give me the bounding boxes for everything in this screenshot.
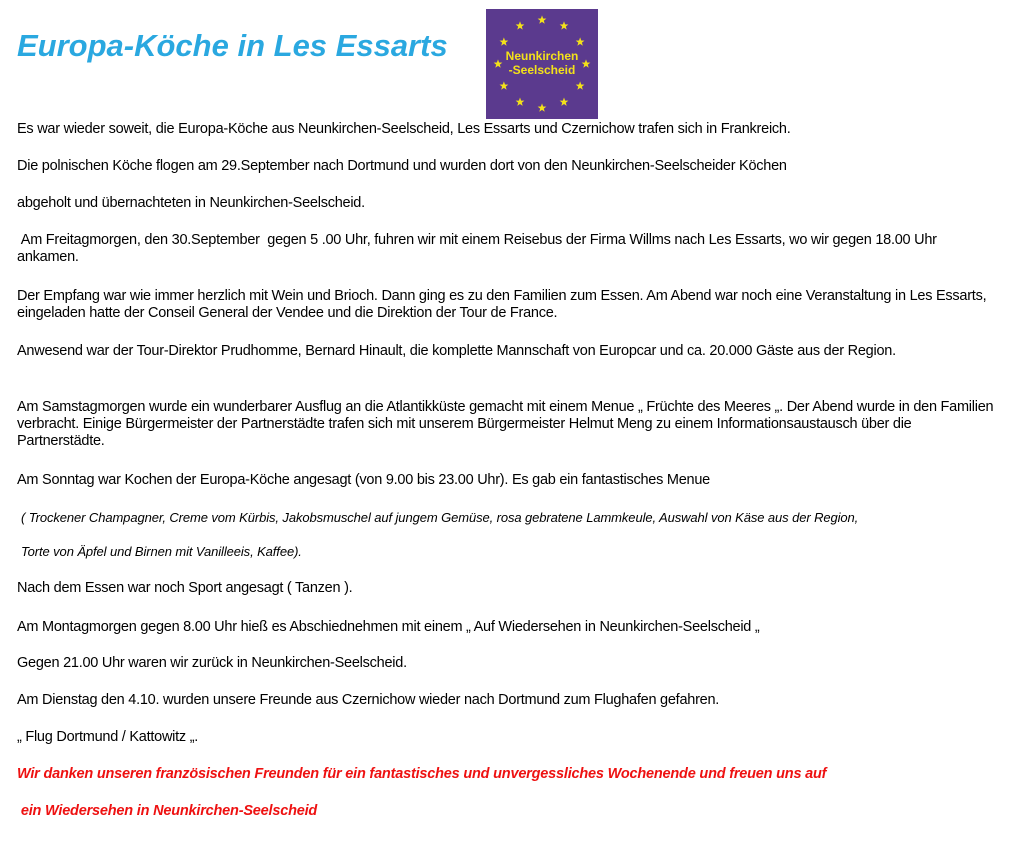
star-icon — [538, 103, 547, 111]
paragraph-8: Am Sonntag war Kochen der Europa-Köche angesagt (von 9.00 bis 23.00 Uhr). Es gab ein fantastisches Menue — [17, 472, 710, 488]
paragraph-3: abgeholt und übernachteten in Neunkirchen-Seelscheid. — [17, 195, 365, 211]
paragraph-12: Am Dienstag den 4.10. wurden unsere Freunde aus Czernichow wieder nach Dortmund zum Flughafen gefahren. — [17, 692, 720, 708]
star-icon — [500, 81, 509, 89]
paragraph-1: Es war wieder soweit, die Europa-Köche aus Neunkirchen-Seelscheid, Les Essarts und Czernichow trafen sich in Frankreich. — [17, 121, 791, 137]
closing-line-2: ein Wiedersehen in Neunkirchen-Seelscheid — [17, 803, 318, 819]
star-icon — [516, 98, 525, 106]
star-icon — [576, 81, 585, 89]
paragraph-6: Anwesend war der Tour-Direktor Prudhomme, Bernard Hinault, die komplette Mannschaft von Europcar und ca. 20.000 Gäste aus der Region. — [17, 343, 896, 359]
neunkirchen-seelscheid-logo — [486, 9, 598, 119]
paragraph-11: Gegen 21.00 Uhr waren wir zurück in Neunkirchen-Seelscheid. — [17, 655, 407, 671]
paragraph-9: Nach dem Essen war noch Sport angesagt ( Tanzen ). — [17, 580, 353, 596]
paragraph-13: „ Flug Dortmund / Kattowitz „. — [17, 729, 199, 745]
menu-line-2: Torte von Äpfel und Birnen mit Vanilleeis, Kaffee). — [21, 544, 302, 559]
paragraph-7: Am Samstagmorgen wurde ein wunderbarer Ausflug an die Atlantikküste gemacht mit einem Menue „ Früchte des Meeres „. Der Abend wurde in den Familien verbracht. Einige Bürgermeister der Partnerstädte trafen sich mit unserem Bürgermeister Helmut Meng zu einem Informationsaustausch über die Partnerstädte. — [17, 399, 994, 449]
star-icon — [560, 98, 569, 106]
star-icon — [538, 15, 547, 23]
paragraph-5: Der Empfang war wie immer herzlich mit Wein und Brioch. Dann ging es zu den Familien zum Essen. Am Abend war noch eine Veranstaltung in Les Essarts, eingeladen hatte der Conseil General der Vendee und die Direktion der Tour de France. — [17, 288, 987, 321]
logo-line-1: Neunkirchen — [505, 49, 579, 63]
logo-text — [486, 49, 598, 77]
closing-line-1: Wir danken unseren französischen Freunden für ein fantastisches und unvergessliches Wochenende und freuen uns auf — [17, 766, 827, 782]
logo-line-2: -Seelscheid — [508, 63, 576, 77]
menu-line-1: ( Trockener Champagner, Creme vom Kürbis, Jakobsmuschel auf jungem Gemüse, rosa gebratene Lammkeule, Auswahl von Käse aus der Region, — [21, 510, 859, 525]
star-icon — [500, 37, 509, 45]
page-title: Europa-Köche in Les Essarts — [17, 28, 448, 63]
star-icon — [516, 21, 525, 29]
star-icon — [576, 37, 585, 45]
paragraph-2: Die polnischen Köche flogen am 29.September nach Dortmund und wurden dort von den Neunkirchen-Seelscheider Köchen — [17, 158, 787, 174]
paragraph-10: Am Montagmorgen gegen 8.00 Uhr hieß es Abschiednehmen mit einem „ Auf Wiedersehen in Neunkirchen-Seelscheid „ — [17, 619, 760, 635]
star-icon — [560, 21, 569, 29]
paragraph-4: Am Freitagmorgen, den 30.September gegen 5 .00 Uhr, fuhren wir mit einem Reisebus der Firma Willms nach Les Essarts, wo wir gegen 18.00 Uhr ankamen. — [17, 232, 941, 265]
